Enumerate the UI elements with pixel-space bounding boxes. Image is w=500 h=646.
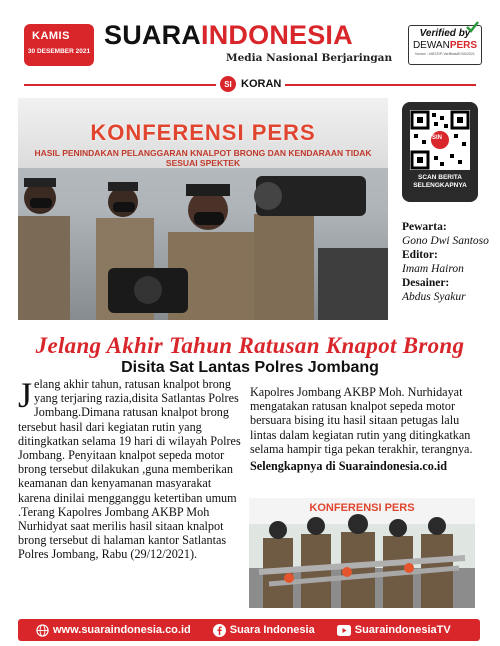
- headline: Jelang Akhir Tahun Ratusan Knapot Brong: [35, 333, 465, 358]
- check-icon: [465, 20, 479, 34]
- brand-suara: SUARA: [104, 20, 202, 50]
- youtube-icon: [337, 625, 351, 636]
- section-label: [216, 76, 285, 92]
- secondary-photo: [249, 498, 475, 608]
- tagline: Media Nasional Berjaringan: [226, 52, 393, 64]
- subheadline: Disita Sat Lantas Polres Jombang: [121, 359, 379, 376]
- qr-code-box[interactable]: [402, 102, 478, 202]
- masthead: [104, 20, 353, 50]
- article-text-2: Kapolres Jombang AKBP Moh. Nurhidayat mengatakan ratusan knalpot sepeda motor bersuara bising itu hasil sitaan petugas lalu lintas dalam kegiatan rutin yang ditingkatkan selama hampir tiga pekan terakhir, terangnya.: [250, 385, 473, 456]
- article-column-2: [250, 385, 482, 473]
- footer-website[interactable]: www.suaraindonesia.co.id: [36, 624, 191, 637]
- credit-label-editor: Editor:: [402, 249, 438, 261]
- hero-banner: [18, 98, 388, 168]
- footer-youtube[interactable]: SuaraindonesiaTV: [337, 624, 451, 636]
- secondary-illustration: [249, 498, 475, 608]
- photo2-banner: KONFERENSI PERS: [309, 502, 415, 514]
- date-full: 30 DESEMBER 2021: [27, 48, 91, 55]
- read-more-link[interactable]: Selengkapnya di Suaraindonesia.co.id: [250, 459, 448, 474]
- footer-bar: [18, 619, 480, 641]
- dropcap: J: [18, 375, 33, 415]
- credit-value-designer: Abdus Syakur: [402, 291, 466, 303]
- credits: [402, 220, 498, 304]
- article-text-1: elang akhir tahun, ratusan knalpot brong yang terjaring razia,disita Satlantas Polres Jombang.Dimana ratusan knalpot brong tersebut hasil dari kegiatan rutin yang ditingkatkan selama 19 hari di wilayah Polres Jombang. Penyitaan knalpot sepeda motor brong tersebut dilakukan ,guna memberikan keamanan dan kenyamanan masyarakat karena dinilai mengganggu ketertiban umum .Terang Kapolres Jombang AKBP Moh Nurhidyat saat merilis hasil sitaan knalpot brong tersebut di halaman kantor Satlantas Polres Jombang, Rabu (29/12/2021).: [18, 377, 241, 562]
- qr-label: SCAN BERITA SELENGKAPNYA: [413, 174, 467, 189]
- section-koran: KORAN: [241, 78, 282, 90]
- divider-right: [282, 84, 476, 86]
- divider-left: [24, 84, 216, 86]
- hero-banner-sub: HASIL PENINDAKAN PELANGGARAN KNALPOT BRONG DAN KENDARAAN TIDAK SESUAI SPEKTEK: [34, 148, 372, 168]
- credit-label-designer: Desainer:: [402, 277, 450, 289]
- credit-label-reporter: Pewarta:: [402, 221, 447, 233]
- verified-badge: [408, 25, 482, 65]
- hero-photo: [18, 98, 388, 320]
- footer-facebook[interactable]: Suara Indonesia: [213, 624, 315, 637]
- si-logo: SI: [220, 76, 236, 92]
- facebook-icon: [213, 624, 226, 637]
- verified-number: Nomor : 4487/DP-Verifikasi/K/XII/2021: [415, 52, 475, 56]
- article-column-1: [18, 377, 244, 562]
- verified-by: Verified by: [419, 28, 471, 39]
- credit-value-reporter: Gono Dwi Santoso: [402, 235, 489, 247]
- date-badge: [24, 24, 94, 66]
- date-day: KAMIS: [32, 30, 70, 42]
- globe-icon: [36, 624, 49, 637]
- qr-logo: SIN: [432, 135, 443, 141]
- hero-banner-title: KONFERENSI PERS: [90, 120, 316, 145]
- credit-value-editor: Imam Hairon: [402, 263, 464, 275]
- brand-indonesia: INDONESIA: [201, 20, 353, 50]
- dewan-pers: DEWANPERS: [412, 40, 478, 51]
